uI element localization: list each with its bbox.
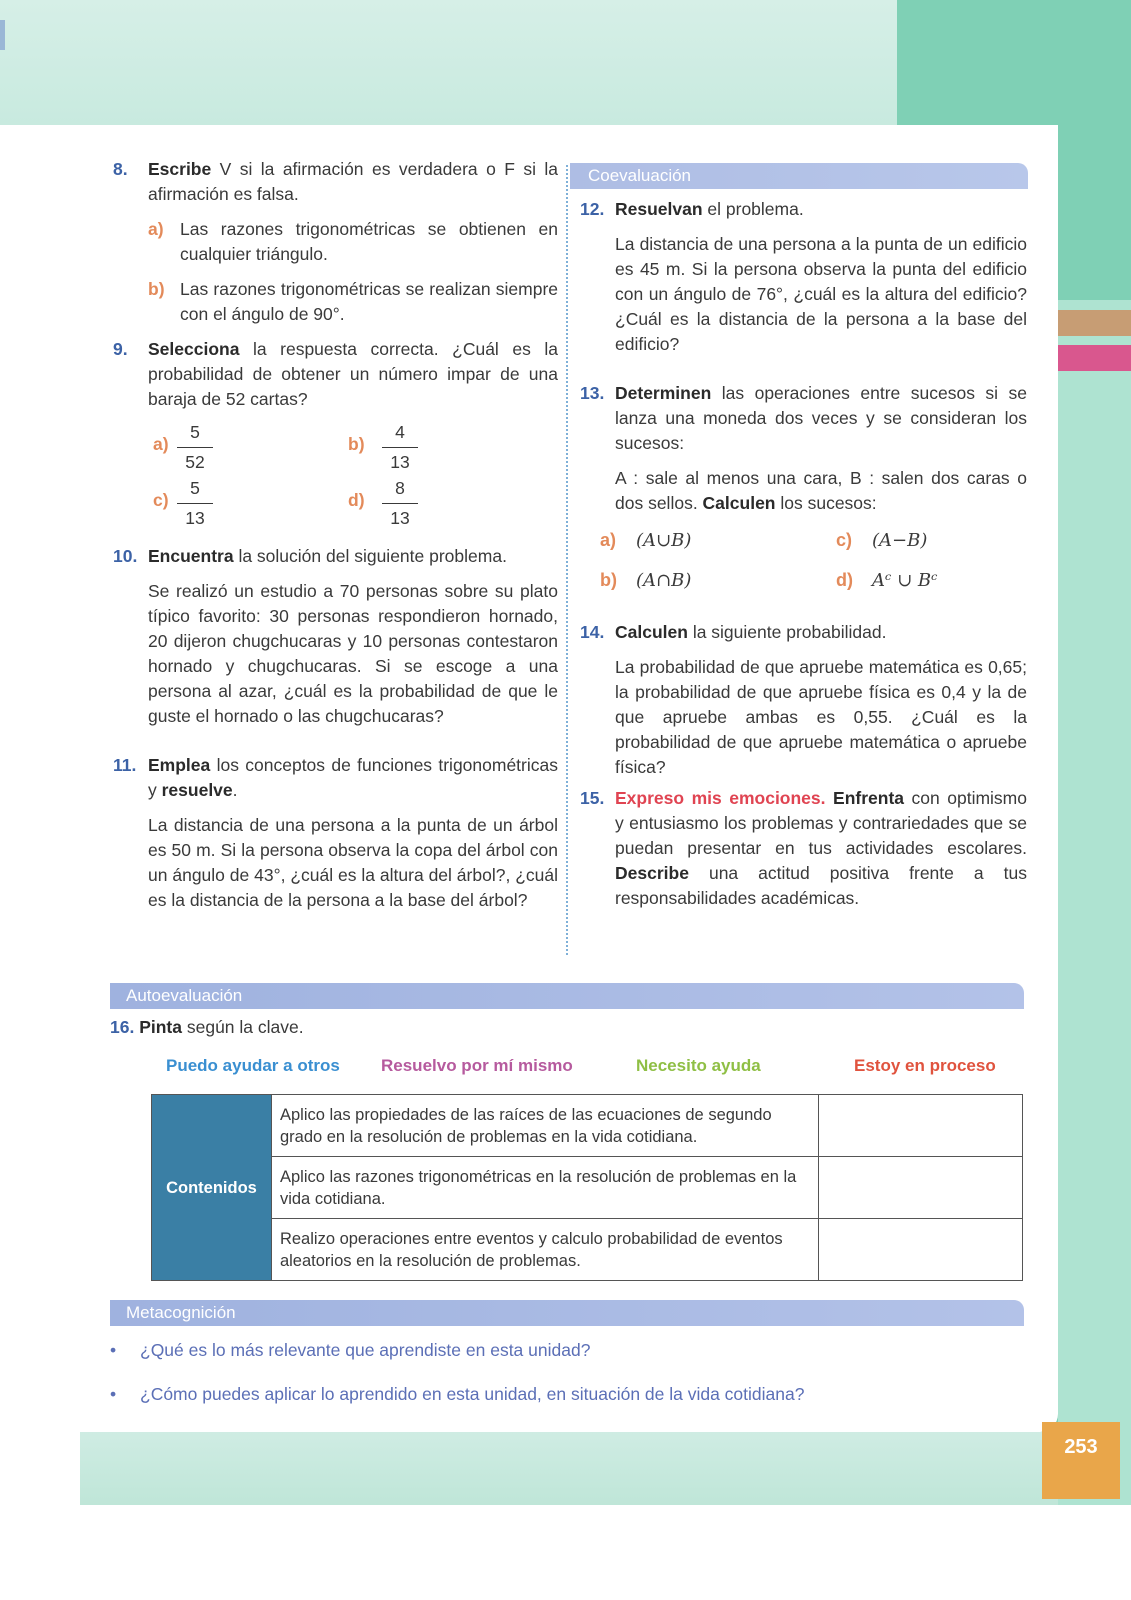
numerator: 8 <box>382 476 418 504</box>
question-verb: Enfrenta <box>825 788 905 808</box>
q8-option-a <box>148 217 558 267</box>
question-text: con optimismo y entusiasmo los problemas y contrariedades que se puedan presentar en tus actividades escolares. <box>615 788 1027 858</box>
q9-option-d <box>348 476 498 530</box>
question-verb: Resuelvan <box>615 199 703 219</box>
question-verb-2: resuelve <box>161 780 233 800</box>
key-in-progress: Estoy en proceso <box>854 1056 996 1075</box>
list-item <box>110 1384 804 1428</box>
table-row <box>152 1095 1023 1157</box>
fraction <box>382 476 418 531</box>
question-8 <box>113 157 558 207</box>
option-label: a) <box>153 434 169 454</box>
numerator: 5 <box>177 420 213 448</box>
q9-option-a <box>153 420 303 474</box>
option-label: d) <box>348 490 365 510</box>
set-expression: (A∩B) <box>636 570 692 591</box>
q11-problem: La distancia de una persona a la punta de un árbol es 50 m. Si la persona observa la copa del árbol con un ángulo de 43°, ¿cuál es la altura del árbol?, ¿cuál es la distancia de la persona a la base del árbol? <box>148 815 558 910</box>
fraction <box>382 420 418 475</box>
key-help-others: Puedo ayudar a otros <box>166 1056 340 1075</box>
option-label: d) <box>836 570 853 590</box>
bottom-background <box>80 1432 1058 1505</box>
question-12 <box>580 197 1027 222</box>
option-label: b) <box>348 434 365 454</box>
question-number: 15. <box>580 788 605 808</box>
q13-event-definitions: A : sale al menos una cara, B : salen dos caras o dos sellos. <box>615 468 1027 513</box>
metacognicion-banner <box>110 1300 1024 1326</box>
question-verb: Selecciona <box>148 339 240 359</box>
question-verb: Pinta <box>139 1017 182 1037</box>
question-9 <box>113 337 558 412</box>
question-15 <box>580 786 1027 911</box>
question-number: 14. <box>580 622 605 642</box>
question-verb: Determinen <box>615 383 712 403</box>
option-text: Las razones trigonométricas se realizan siempre con el ángulo de 90°. <box>180 279 558 324</box>
question-text: los conceptos de funciones trigonométricas y <box>148 755 558 800</box>
list-item <box>110 1340 804 1384</box>
list-item-text: ¿Cómo puedes aplicar lo aprendido en esta unidad, en situación de la vida cotidiana? <box>140 1384 805 1404</box>
denominator: 13 <box>390 508 410 528</box>
paint-cell[interactable] <box>819 1095 1023 1157</box>
bullet: • <box>110 1340 117 1360</box>
question-text: las operaciones entre sucesos si se lanza una moneda dos veces y se consideran los sucesos: <box>615 383 1027 453</box>
right-column <box>580 163 1027 911</box>
question-text-2: los sucesos: <box>775 493 877 513</box>
set-expression: Aᶜ ∪ Bᶜ <box>872 570 938 591</box>
option-label: c) <box>836 530 853 550</box>
denominator: 13 <box>185 508 205 528</box>
contenidos-header: Contenidos <box>152 1095 272 1281</box>
key-solve-myself: Resuelvo por mí mismo <box>381 1056 573 1075</box>
metacognition-list <box>110 1340 804 1428</box>
question-number: 11. <box>113 755 137 775</box>
denominator: 13 <box>390 452 410 472</box>
fraction <box>177 476 213 531</box>
left-edge-mark <box>0 20 5 50</box>
table-cell: Aplico las propiedades de las raíces de las ecuaciones de segundo grado en la resolución de problemas en la vida cotidiana. <box>271 1095 818 1157</box>
key-need-help: Necesito ayuda <box>636 1056 761 1075</box>
question-text: el problema. <box>702 199 804 219</box>
question-14 <box>580 620 1027 645</box>
q10-problem: Se realizó un estudio a 70 personas sobre su plato típico favorito: 30 personas respondieron hornado, 20 dijeron chugchucaras y 10 personas contestaron hornado y chugchucaras. Si se escoge a una persona al azar, ¿cuál es la probabilidad de que le guste el hornado o las chugchucaras? <box>148 581 558 726</box>
question-text: la solución del siguiente problema. <box>233 546 507 566</box>
left-column <box>113 157 558 913</box>
table-row <box>152 1157 1023 1219</box>
question-16 <box>110 1017 304 1038</box>
question-13 <box>580 381 1027 456</box>
page-number: 253 <box>1042 1422 1120 1499</box>
table-cell: Aplico las razones trigonométricas en la resolución de problemas en la vida cotidiana. <box>271 1157 818 1219</box>
option-label: a) <box>600 530 617 550</box>
question-text: la respuesta correcta. ¿Cuál es la probabilidad de obtener un número impar de una baraja de 52 cartas? <box>148 339 558 409</box>
question-verb: Escribe <box>148 159 212 179</box>
question-11 <box>113 753 558 803</box>
coevaluacion-label: Coevaluación <box>588 166 692 185</box>
question-text-2: una actitud positiva frente a tus responsabilidades académicas. <box>615 863 1027 908</box>
q13-events <box>615 466 1027 516</box>
numerator: 4 <box>382 420 418 448</box>
option-label: a) <box>148 219 164 239</box>
side-tab-pink <box>1058 345 1131 371</box>
question-text: según la clave. <box>182 1017 304 1037</box>
question-text: V si la afirmación es verdadera o F si la afirmación es falsa. <box>148 159 558 204</box>
side-tab-tan <box>1058 310 1131 336</box>
question-text: la siguiente probabilidad. <box>687 622 887 642</box>
emotion-heading: Expreso mis emociones. <box>615 788 826 808</box>
question-number: 13. <box>580 383 605 403</box>
question-number: 16. <box>110 1017 135 1037</box>
list-item-text: ¿Qué es lo más relevante que aprendiste en esta unidad? <box>140 1340 591 1360</box>
bullet: • <box>110 1384 117 1404</box>
self-assessment-table <box>151 1094 1023 1281</box>
paint-cell[interactable] <box>819 1219 1023 1281</box>
question-number: 9. <box>113 339 128 359</box>
option-label: b) <box>148 279 165 299</box>
question-number: 10. <box>113 546 138 566</box>
q9-options <box>153 420 558 528</box>
q12-problem: La distancia de una persona a la punta de un edificio es 45 m. Si la persona observa la punta del edificio con un ángulo de 76°, ¿cuál es la altura del edificio? ¿Cuál es la distancia de la persona a la base del edificio? <box>615 234 1027 354</box>
column-divider <box>566 165 568 955</box>
table-cell: Realizo operaciones entre eventos y calculo probabilidad de eventos aleatorios en la resolución de problemas. <box>271 1219 818 1281</box>
q13-options <box>600 524 1027 604</box>
paint-cell[interactable] <box>819 1157 1023 1219</box>
question-number: 12. <box>580 199 605 219</box>
set-expression: (A−B) <box>872 530 928 551</box>
question-verb-2: Describe <box>615 863 689 883</box>
table-row <box>152 1219 1023 1281</box>
set-expression: (A∪B) <box>636 530 692 551</box>
question-verb: Calculen <box>615 622 688 642</box>
denominator: 52 <box>185 452 205 472</box>
fraction <box>177 420 213 475</box>
autoevaluacion-banner <box>110 983 1024 1009</box>
question-verb: Encuentra <box>148 546 234 566</box>
right-background-light <box>1058 300 1131 1505</box>
q9-option-b <box>348 420 498 474</box>
option-text: Las razones trigonométricas se obtienen en cualquier triángulo. <box>180 219 558 264</box>
question-verb-2: Calculen <box>702 493 776 513</box>
option-label: c) <box>153 490 169 510</box>
option-label: b) <box>600 570 617 590</box>
q9-option-c <box>153 476 303 530</box>
q8-option-b <box>148 277 558 327</box>
q14-problem: La probabilidad de que apruebe matemática es 0,65; la probabilidad de que apruebe física es 0,4 y la de que apruebe ambas es 0,55. ¿Cuál es la probabilidad de que apruebe matemática o apruebe física? <box>615 657 1027 777</box>
question-10 <box>113 544 558 569</box>
metacognicion-label: Metacognición <box>126 1303 236 1322</box>
autoevaluacion-label: Autoevaluación <box>126 986 243 1005</box>
question-number: 8. <box>113 159 128 179</box>
question-text-2: . <box>232 780 238 800</box>
question-verb: Emplea <box>148 755 211 775</box>
numerator: 5 <box>177 476 213 504</box>
